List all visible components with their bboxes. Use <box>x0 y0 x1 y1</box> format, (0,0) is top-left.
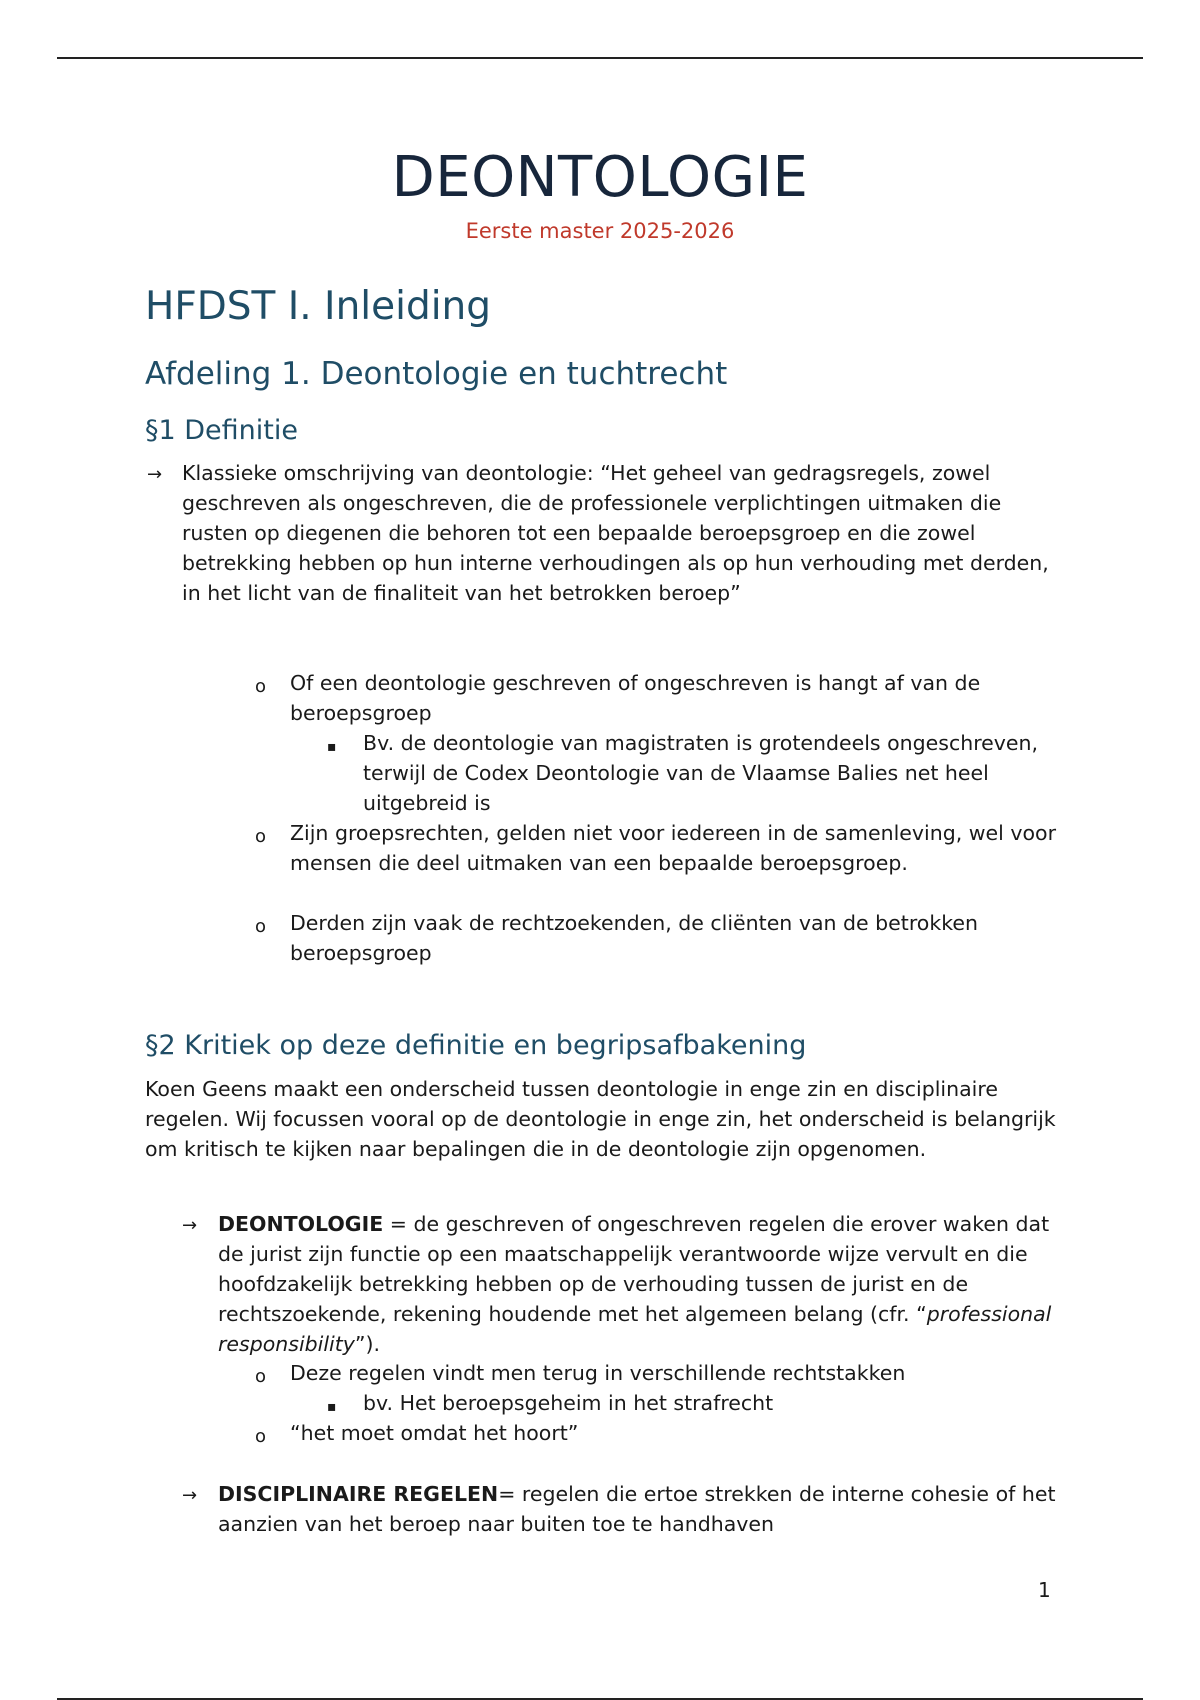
subsection-heading-kritiek: §2 Kritiek op deze definitie en begripsafbakening <box>145 1030 807 1061</box>
circle-bullet-icon: o <box>255 1426 267 1447</box>
header-rule <box>57 57 1143 59</box>
square-bullet-icon: ▪ <box>327 739 337 755</box>
list-item: bv. Het beroepsgeheim in het strafrecht <box>363 1391 774 1415</box>
list-item: Bv. de deontologie van magistraten is grotendeels ongeschreven, terwijl de Codex Deontologie van de Vlaamse Balies net heel uitgebreid is <box>363 731 1039 815</box>
deontologie-end: ”). <box>354 1332 381 1356</box>
disciplinaire-definition <box>218 1479 1078 1539</box>
section-heading: Afdeling 1. Deontologie en tuchtrecht <box>145 356 728 392</box>
page-number: 1 <box>1038 1578 1051 1602</box>
square-bullet-icon: ▪ <box>327 1399 337 1415</box>
disciplinaire-term: DISCIPLINAIRE REGELEN <box>218 1482 499 1506</box>
arrow-bullet-icon: → <box>147 464 163 485</box>
list-item: “het moet omdat het hoort” <box>290 1421 579 1445</box>
arrow-bullet-icon: → <box>182 1485 198 1506</box>
circle-bullet-icon: o <box>255 1366 267 1387</box>
arrow-bullet-icon: → <box>182 1215 198 1236</box>
list-item: Deze regelen vindt men terug in verschillende rechtstakken <box>290 1361 906 1385</box>
subsection-heading-definitie: §1 Definitie <box>145 415 298 446</box>
list-item: Derden zijn vaak de rechtzoekenden, de cliënten van de betrokken beroepsgroep <box>290 911 978 965</box>
deontologie-definition <box>218 1209 1058 1359</box>
deontologie-italic: professional responsibility <box>218 1302 1052 1356</box>
chapter-heading: HFDST I. Inleiding <box>145 284 492 329</box>
document-subtitle: Eerste master 2025-2026 <box>465 219 735 243</box>
intro-paragraph: Koen Geens maakt een onderscheid tussen deontologie in enge zin en disciplinaire regelen. Wij focussen vooral op de deontologie in enge zin, het onderscheid is belangrijk om kritisch te kijken naar bepalingen die in de deontologie zijn opgenomen. <box>145 1077 1056 1161</box>
document-title: DEONTOLOGIE <box>391 145 809 210</box>
deontologie-text: = de geschreven of ongeschreven regelen die erover waken dat de jurist zijn functie op een maatschappelijk verantwoorde wijze vervult en die hoofdzakelijk betrekking hebben op de verhouding tussen de jurist en de rechtszoekende, rekening houdende met het algemeen belang (cfr. “ <box>218 1212 1050 1326</box>
disciplinaire-text: = regelen die ertoe strekken de interne cohesie of het aanzien van het beroep naar buiten toe te handhaven <box>218 1482 1056 1536</box>
circle-bullet-icon: o <box>255 826 267 847</box>
list-item: Of een deontologie geschreven of ongeschreven is hangt af van de beroepsgroep <box>290 671 981 725</box>
circle-bullet-icon: o <box>255 916 267 937</box>
deontologie-term: DEONTOLOGIE <box>218 1212 384 1236</box>
circle-bullet-icon: o <box>255 676 267 697</box>
list-item: Zijn groepsrechten, gelden niet voor iedereen in de samenleving, wel voor mensen die deel uitmaken van een bepaalde beroepsgroep. <box>290 821 1056 875</box>
definition-paragraph: Klassieke omschrijving van deontologie: “Het geheel van gedragsregels, zowel geschreven als ongeschreven, die de professionele verplichtingen uitmaken die rusten op diegenen die behoren tot een bepaalde beroepsgroep en die zowel betrekking hebben op hun interne verhoudingen als op hun verhouding met derden, in het licht van de finaliteit van het betrokken beroep” <box>182 461 1049 605</box>
